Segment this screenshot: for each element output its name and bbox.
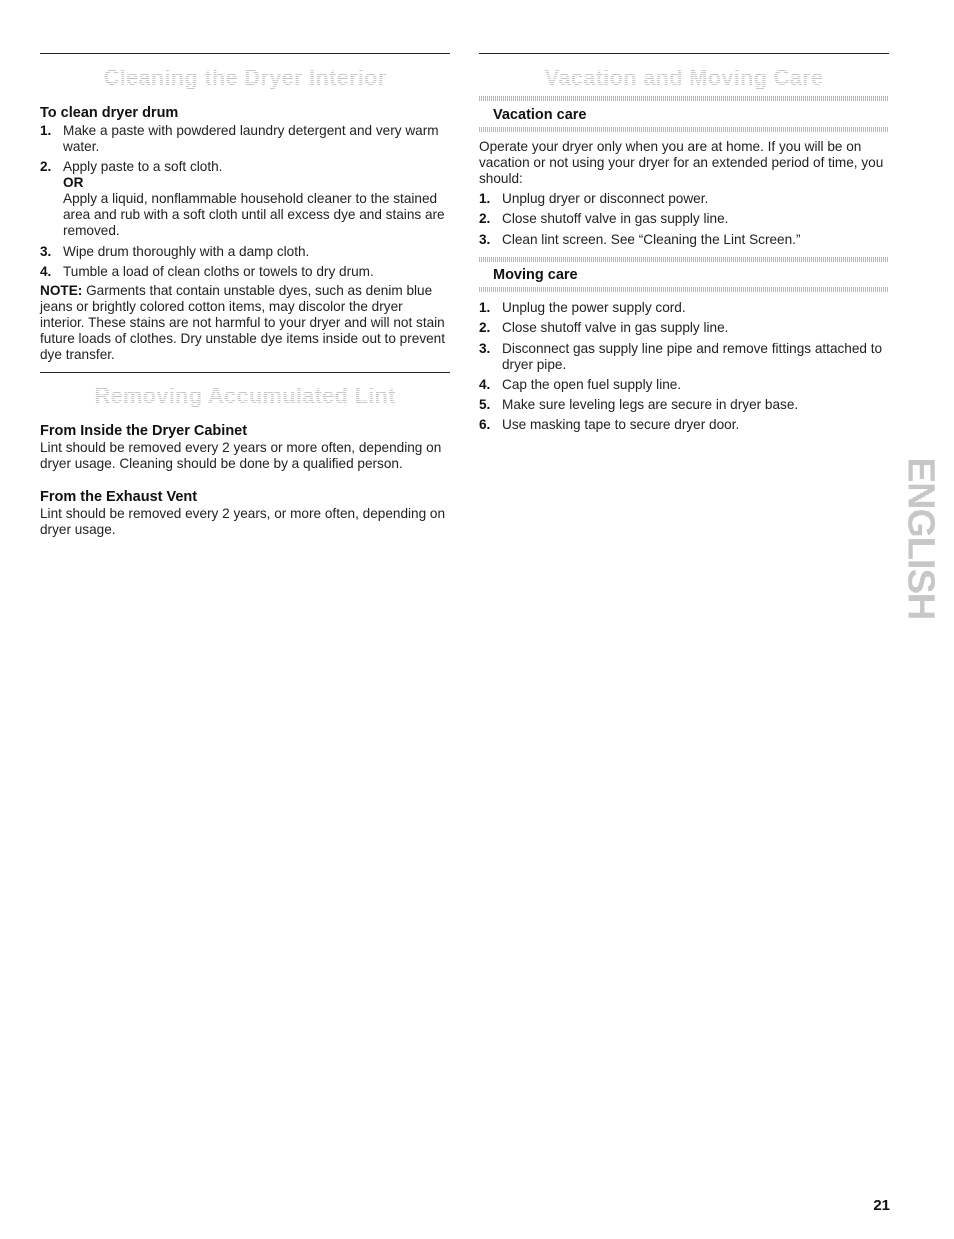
step-text: Unplug dryer or disconnect power. <box>502 191 709 206</box>
list-item <box>40 123 450 155</box>
step-text: Make sure leveling legs are secure in dryer base. <box>502 397 799 413</box>
step-number: 2. <box>479 211 491 227</box>
section-divider <box>479 53 889 54</box>
list-item <box>40 244 450 260</box>
list-item <box>479 191 889 207</box>
clean-drum-subtitle: To clean dryer drum <box>40 105 179 121</box>
step-text: Apply paste to a soft cloth. <box>63 159 223 175</box>
page-number: 21 <box>873 1197 890 1214</box>
section-divider <box>40 372 450 373</box>
step-number: 4. <box>479 376 491 392</box>
cabinet-text: Lint should be removed every 2 years or more often, depending on dryer usage. Cleaning should be done by a qualified person. <box>40 440 442 471</box>
step-text: Cap the open fuel supply line. <box>502 376 682 392</box>
section-divider <box>40 53 450 54</box>
step-number: 6. <box>479 417 491 433</box>
moving-steps <box>479 300 889 438</box>
step-number: 5. <box>479 397 491 413</box>
hatch-divider <box>479 287 889 292</box>
hatch-divider <box>479 96 889 101</box>
vacation-steps <box>479 191 889 252</box>
list-item <box>479 320 889 336</box>
lint-section-title: Removing Accumulated Lint <box>40 383 450 409</box>
vacation-intro: Operate your dryer only when you are at home. If you will be on vacation or not using your dryer for an extended period of time, you should: <box>479 139 884 186</box>
hatch-divider <box>479 257 889 262</box>
list-item <box>479 232 889 248</box>
step-text: Use masking tape to secure dryer door. <box>502 417 740 433</box>
list-item <box>479 377 889 393</box>
moving-care-subtitle: Moving care <box>493 267 578 283</box>
step-text: Clean lint screen. See “Cleaning the Lint Screen.” <box>502 231 801 247</box>
vent-subtitle: From the Exhaust Vent <box>40 489 198 505</box>
list-item <box>479 300 889 316</box>
vacation-care-subtitle: Vacation care <box>493 107 587 123</box>
hatch-divider <box>479 127 889 132</box>
step-number: 4. <box>40 263 52 279</box>
step-text: Make a paste with powdered laundry detergent and very warm water. <box>63 123 439 154</box>
step-text: Close shutoff valve in gas supply line. <box>502 211 729 227</box>
vacation-moving-section-title: Vacation and Moving Care <box>479 65 889 91</box>
list-item <box>40 264 450 280</box>
or-label: OR <box>63 175 84 191</box>
list-item <box>479 211 889 227</box>
cabinet-subtitle: From Inside the Dryer Cabinet <box>40 423 248 439</box>
list-item <box>40 159 450 239</box>
list-item <box>479 397 889 413</box>
step-text: Close shutoff valve in gas supply line. <box>502 320 729 336</box>
step-text: Unplug the power supply cord. <box>502 300 686 315</box>
step-number: 2. <box>40 159 52 175</box>
vent-text: Lint should be removed every 2 years, or more often, depending on dryer usage. <box>40 506 446 537</box>
step-text: Wipe drum thoroughly with a damp cloth. <box>63 243 310 259</box>
clean-drum-steps <box>40 123 450 284</box>
step-text: Disconnect gas supply line pipe and remove fittings attached to dryer pipe. <box>502 340 883 372</box>
note-label: NOTE: <box>40 283 83 298</box>
cleaning-section-title: Cleaning the Dryer Interior <box>40 65 450 91</box>
note-text: Garments that contain unstable dyes, such as denim blue jeans or brightly colored cotton items, may discolor the dryer interior. These stains are not harmful to your dryer and will not stain future loads of clothes. Dry unstable dye items inside out to prevent dye transfer. <box>40 283 446 362</box>
step-number: 2. <box>479 320 491 336</box>
step-number: 1. <box>479 191 491 206</box>
step-number: 1. <box>40 123 52 138</box>
language-tab-label: ENGLISH <box>899 457 942 619</box>
step-number: 1. <box>479 300 491 315</box>
step-number: 3. <box>479 231 491 247</box>
step-number: 3. <box>40 243 52 259</box>
step-number: 3. <box>479 340 491 356</box>
list-item <box>479 417 889 433</box>
step-text-alternative: Apply a liquid, nonflammable household cleaner to the stained area and rub with a soft cloth until all excess dye and stains are removed. <box>63 191 445 239</box>
list-item <box>479 341 889 373</box>
step-text: Tumble a load of clean cloths or towels to dry drum. <box>63 263 374 279</box>
language-side-tab <box>899 452 942 624</box>
cleaning-note <box>40 283 450 363</box>
